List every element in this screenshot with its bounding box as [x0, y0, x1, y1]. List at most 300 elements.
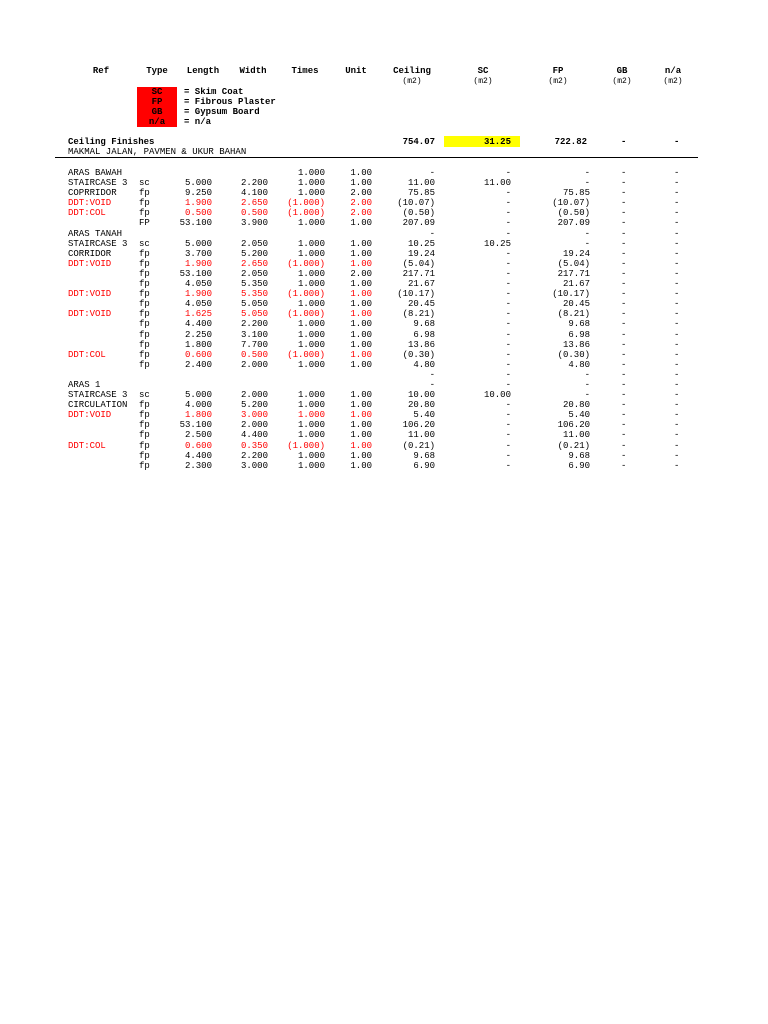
row-times: 1.000: [297, 460, 325, 471]
row-ceiling: 217.71: [402, 268, 435, 279]
row-width: 2.050: [240, 238, 268, 249]
row-times: 1.000: [297, 339, 325, 350]
row-gb: -: [621, 390, 627, 401]
row-ceiling: (0.21): [402, 440, 435, 451]
row-type: fp: [139, 299, 150, 310]
row-ceiling: (0.50): [402, 208, 435, 219]
row-width: 5.350: [240, 279, 268, 290]
row-gb: -: [621, 410, 627, 421]
row-ceiling: -: [429, 369, 435, 380]
row-fp: 5.40: [568, 410, 590, 421]
total-ceiling: 754.07: [402, 137, 435, 147]
legend-code-fp: FP: [137, 97, 177, 107]
row-type: fp: [139, 359, 150, 370]
row-length: 2.250: [184, 329, 212, 340]
row-width: 0.500: [240, 208, 268, 219]
row-sc: -: [505, 410, 511, 421]
row-sc: -: [505, 400, 511, 411]
row-fp: 21.67: [562, 279, 590, 290]
table-row: [0, 299, 768, 309]
row-width: 3.000: [240, 460, 268, 471]
row-sc: -: [505, 198, 511, 209]
row-na: -: [674, 390, 680, 401]
table-row: [0, 319, 768, 329]
row-width: 3.000: [240, 410, 268, 421]
row-fp: 4.80: [568, 359, 590, 370]
row-na: -: [674, 420, 680, 431]
table-row: [0, 249, 768, 259]
row-type: fp: [139, 248, 150, 259]
row-unit: 1.00: [350, 289, 372, 300]
row-length: 4.400: [184, 450, 212, 461]
row-na: -: [674, 228, 680, 239]
row-length: 1.900: [184, 258, 212, 269]
row-width: 5.050: [240, 299, 268, 310]
row-ref: STAIRCASE 3: [68, 178, 128, 189]
row-na: -: [674, 208, 680, 219]
total-fp: 722.82: [554, 137, 587, 147]
row-length: 0.600: [184, 349, 212, 360]
row-sc: -: [505, 369, 511, 380]
row-width: 4.100: [240, 188, 268, 199]
row-fp: 19.24: [562, 248, 590, 259]
row-times: 1.000: [297, 430, 325, 441]
row-sc: -: [505, 339, 511, 350]
row-ref: CORRIDOR: [68, 248, 112, 259]
row-ceiling: -: [429, 379, 435, 390]
row-times: 1.000: [297, 390, 325, 401]
row-gb: -: [621, 268, 627, 279]
row-sc: -: [505, 430, 511, 441]
row-width: 5.050: [240, 309, 268, 320]
row-unit: 1.00: [350, 450, 372, 461]
row-na: -: [674, 168, 680, 178]
row-ref: DDT:VOID: [68, 410, 112, 421]
row-fp: -: [584, 238, 590, 249]
row-ref: ARAS 1: [68, 379, 101, 390]
row-unit: 1.00: [350, 390, 372, 401]
table-row: [0, 441, 768, 451]
row-type: fp: [139, 198, 150, 209]
table-row: [0, 188, 768, 198]
row-sc: -: [505, 218, 511, 229]
total-gb: -: [621, 137, 627, 147]
row-fp: (0.30): [557, 349, 590, 360]
row-type: fp: [139, 319, 150, 330]
row-times: 1.000: [297, 268, 325, 279]
table-row: [0, 178, 768, 188]
row-fp: 217.71: [557, 268, 590, 279]
row-unit: 1.00: [350, 329, 372, 340]
row-na: -: [674, 309, 680, 320]
row-na: -: [674, 379, 680, 390]
row-fp: -: [584, 228, 590, 239]
row-length: 4.400: [184, 319, 212, 330]
row-type: fp: [139, 410, 150, 421]
unit-label-sc: (m2): [473, 77, 493, 86]
table-row: [0, 309, 768, 319]
row-ceiling: 5.40: [413, 410, 435, 421]
row-width: 2.200: [240, 450, 268, 461]
row-gb: -: [621, 369, 627, 380]
row-sc: -: [505, 420, 511, 431]
row-times: 1.000: [297, 279, 325, 290]
row-fp: -: [584, 369, 590, 380]
row-na: -: [674, 238, 680, 249]
col-header-sc: SC: [477, 66, 489, 76]
row-gb: -: [621, 218, 627, 229]
row-sc: -: [505, 440, 511, 451]
row-length: 9.250: [184, 188, 212, 199]
row-gb: -: [621, 379, 627, 390]
row-times: 1.000: [297, 400, 325, 411]
col-header-ceiling: Ceiling: [393, 66, 431, 76]
table-row: [0, 168, 768, 178]
row-fp: 11.00: [562, 430, 590, 441]
row-unit: 1.00: [350, 238, 372, 249]
row-ref: ARAS BAWAH: [68, 168, 123, 178]
row-ceiling: 6.90: [413, 460, 435, 471]
col-header-length: Length: [186, 66, 220, 76]
row-sc: -: [505, 208, 511, 219]
row-width: 2.650: [240, 258, 268, 269]
row-na: -: [674, 450, 680, 461]
row-sc: -: [505, 379, 511, 390]
row-times: (1.000): [287, 208, 325, 219]
row-width: 3.900: [240, 218, 268, 229]
table-row: [0, 410, 768, 420]
table-row: [0, 390, 768, 400]
row-times: 1.000: [297, 218, 325, 229]
row-ceiling: 207.09: [402, 218, 435, 229]
total-sc: 31.25: [483, 137, 511, 147]
row-gb: -: [621, 279, 627, 290]
row-times: (1.000): [287, 198, 325, 209]
row-ref: DDT:COL: [68, 349, 106, 360]
row-width: 2.650: [240, 198, 268, 209]
row-sc: -: [505, 188, 511, 199]
row-na: -: [674, 359, 680, 370]
row-width: 5.350: [240, 289, 268, 300]
row-fp: 20.45: [562, 299, 590, 310]
row-length: 4.050: [184, 279, 212, 290]
row-na: -: [674, 369, 680, 380]
row-type: fp: [139, 430, 150, 441]
project-name: MAKMAL JALAN, PAVMEN & UKUR BAHAN: [68, 147, 247, 157]
row-width: 2.000: [240, 420, 268, 431]
row-fp: 20.80: [562, 400, 590, 411]
row-sc: -: [505, 258, 511, 269]
row-times: 1.000: [297, 188, 325, 199]
row-gb: -: [621, 450, 627, 461]
row-sc: 11.00: [483, 178, 511, 189]
table-row: [0, 350, 768, 360]
row-ceiling: 106.20: [402, 420, 435, 431]
table-row: [0, 218, 768, 228]
row-fp: (10.17): [552, 289, 590, 300]
row-ref: DDT:VOID: [68, 198, 112, 209]
row-ceiling: 10.25: [407, 238, 435, 249]
legend-desc-sc: = Skim Coat: [184, 87, 244, 97]
row-type: fp: [139, 420, 150, 431]
table-row: [0, 420, 768, 430]
row-length: 53.100: [179, 268, 212, 279]
table-row: [0, 198, 768, 208]
row-length: 1.900: [184, 289, 212, 300]
row-length: 5.000: [184, 178, 212, 189]
row-sc: -: [505, 359, 511, 370]
col-header-unit: Unit: [345, 66, 367, 76]
row-length: 53.100: [179, 420, 212, 431]
row-na: -: [674, 258, 680, 269]
row-sc: -: [505, 460, 511, 471]
row-unit: 1.00: [350, 440, 372, 451]
row-unit: 1.00: [350, 359, 372, 370]
row-length: 2.500: [184, 430, 212, 441]
row-length: 53.100: [179, 218, 212, 229]
row-ceiling: 20.80: [407, 400, 435, 411]
row-na: -: [674, 329, 680, 340]
legend-desc-na: = n/a: [184, 117, 212, 127]
row-type: fp: [139, 440, 150, 451]
row-gb: -: [621, 228, 627, 239]
row-ceiling: (8.21): [402, 309, 435, 320]
col-header-fp: FP: [552, 66, 564, 76]
row-type: sc: [139, 238, 150, 249]
row-ceiling: (10.17): [397, 289, 435, 300]
row-sc: 10.00: [483, 390, 511, 401]
row-unit: 1.00: [350, 299, 372, 310]
row-type: fp: [139, 349, 150, 360]
row-sc: -: [505, 289, 511, 300]
row-type: fp: [139, 460, 150, 471]
row-length: 4.050: [184, 299, 212, 310]
row-ref: STAIRCASE 3: [68, 238, 128, 249]
row-sc: -: [505, 228, 511, 239]
row-ref: COPRRIDOR: [68, 188, 117, 199]
row-unit: 1.00: [350, 319, 372, 330]
row-length: 3.700: [184, 248, 212, 259]
row-sc: -: [505, 168, 511, 178]
row-na: -: [674, 299, 680, 310]
table-row: [0, 340, 768, 350]
row-fp: 207.09: [557, 218, 590, 229]
row-fp: (0.50): [557, 208, 590, 219]
row-fp: (0.21): [557, 440, 590, 451]
row-times: (1.000): [287, 258, 325, 269]
row-ref: DDT:VOID: [68, 289, 112, 300]
row-times: (1.000): [287, 349, 325, 360]
row-ref: DDT:VOID: [68, 309, 112, 320]
row-na: -: [674, 198, 680, 209]
row-na: -: [674, 218, 680, 229]
row-type: fp: [139, 188, 150, 199]
col-header-gb: GB: [616, 66, 628, 76]
row-width: 0.350: [240, 440, 268, 451]
measurement-table: [0, 168, 768, 471]
row-ceiling: (5.04): [402, 258, 435, 269]
row-length: 2.400: [184, 359, 212, 370]
row-na: -: [674, 400, 680, 411]
row-ceiling: -: [429, 228, 435, 239]
row-times: 1.000: [297, 178, 325, 189]
row-times: 1.000: [297, 420, 325, 431]
row-ceiling: 9.68: [413, 450, 435, 461]
row-times: (1.000): [287, 309, 325, 320]
row-type: sc: [139, 390, 150, 401]
row-width: 2.200: [240, 319, 268, 330]
row-ceiling: 11.00: [407, 430, 435, 441]
row-times: 1.000: [297, 359, 325, 370]
row-width: 5.200: [240, 400, 268, 411]
row-ceiling: 11.00: [407, 178, 435, 189]
row-width: 2.050: [240, 268, 268, 279]
row-gb: -: [621, 309, 627, 320]
row-fp: -: [584, 168, 590, 178]
row-length: 1.800: [184, 410, 212, 421]
row-length: 1.900: [184, 198, 212, 209]
row-width: 7.700: [240, 339, 268, 350]
row-na: -: [674, 279, 680, 290]
unit-label-ceiling: (m2): [402, 77, 422, 86]
row-unit: 1.00: [350, 430, 372, 441]
row-unit: 1.00: [350, 349, 372, 360]
legend-desc-fp: = Fibrous Plaster: [184, 97, 276, 107]
row-na: -: [674, 319, 680, 330]
row-fp: 6.98: [568, 329, 590, 340]
row-gb: -: [621, 188, 627, 199]
row-gb: -: [621, 198, 627, 209]
row-na: -: [674, 188, 680, 199]
row-gb: -: [621, 289, 627, 300]
row-width: 2.000: [240, 390, 268, 401]
row-ref: ARAS TANAH: [68, 228, 123, 239]
row-fp: (8.21): [557, 309, 590, 320]
row-length: 1.800: [184, 339, 212, 350]
row-times: (1.000): [287, 440, 325, 451]
row-na: -: [674, 430, 680, 441]
row-unit: 1.00: [350, 420, 372, 431]
table-row: [0, 229, 768, 239]
row-width: 4.400: [240, 430, 268, 441]
row-type: fp: [139, 258, 150, 269]
row-type: fp: [139, 400, 150, 411]
row-unit: 1.00: [350, 460, 372, 471]
row-ceiling: 75.85: [407, 188, 435, 199]
table-row: [0, 360, 768, 370]
row-unit: 1.00: [350, 279, 372, 290]
row-times: 1.000: [297, 168, 325, 178]
row-gb: -: [621, 400, 627, 411]
row-type: fp: [139, 339, 150, 350]
row-sc: -: [505, 268, 511, 279]
table-row: [0, 279, 768, 289]
legend-code-sc: SC: [137, 87, 177, 97]
row-sc: -: [505, 309, 511, 320]
row-fp: (10.07): [552, 198, 590, 209]
row-sc: -: [505, 279, 511, 290]
table-row: [0, 370, 768, 380]
unit-label-na: (m2): [663, 77, 683, 86]
row-na: -: [674, 248, 680, 259]
row-gb: -: [621, 238, 627, 249]
row-ceiling: 21.67: [407, 279, 435, 290]
row-gb: -: [621, 359, 627, 370]
row-gb: -: [621, 460, 627, 471]
row-fp: 9.68: [568, 319, 590, 330]
row-times: 1.000: [297, 248, 325, 259]
table-row: [0, 451, 768, 461]
row-sc: 10.25: [483, 238, 511, 249]
row-gb: -: [621, 329, 627, 340]
row-gb: -: [621, 420, 627, 431]
row-na: -: [674, 460, 680, 471]
col-header-type: Type: [146, 66, 168, 76]
row-na: -: [674, 410, 680, 421]
row-width: 2.000: [240, 359, 268, 370]
row-width: 2.200: [240, 178, 268, 189]
row-ceiling: 19.24: [407, 248, 435, 259]
row-ceiling: 10.00: [407, 390, 435, 401]
row-unit: 2.00: [350, 198, 372, 209]
row-length: 5.000: [184, 390, 212, 401]
row-na: -: [674, 268, 680, 279]
unit-label-fp: (m2): [548, 77, 568, 86]
row-length: 5.000: [184, 238, 212, 249]
row-unit: 1.00: [350, 339, 372, 350]
table-row: [0, 269, 768, 279]
row-unit: 2.00: [350, 208, 372, 219]
row-ceiling: 4.80: [413, 359, 435, 370]
row-type: fp: [139, 450, 150, 461]
row-type: fp: [139, 208, 150, 219]
row-ceiling: 20.45: [407, 299, 435, 310]
row-gb: -: [621, 339, 627, 350]
row-unit: 1.00: [350, 410, 372, 421]
col-header-ref: Ref: [92, 66, 110, 76]
row-sc: -: [505, 329, 511, 340]
row-ref: DDT:COL: [68, 440, 106, 451]
row-fp: -: [584, 178, 590, 189]
row-gb: -: [621, 440, 627, 451]
row-unit: 1.00: [350, 258, 372, 269]
row-na: -: [674, 178, 680, 189]
row-length: 0.600: [184, 440, 212, 451]
row-times: (1.000): [287, 289, 325, 300]
row-times: 1.000: [297, 299, 325, 310]
legend-code-gb: GB: [137, 107, 177, 117]
row-type: fp: [139, 309, 150, 320]
row-gb: -: [621, 248, 627, 259]
row-gb: -: [621, 208, 627, 219]
row-times: 1.000: [297, 238, 325, 249]
row-width: 3.100: [240, 329, 268, 340]
table-row: [0, 259, 768, 269]
row-type: fp: [139, 289, 150, 300]
row-unit: 1.00: [350, 400, 372, 411]
row-fp: (5.04): [557, 258, 590, 269]
row-unit: 2.00: [350, 188, 372, 199]
row-sc: -: [505, 299, 511, 310]
row-length: 0.500: [184, 208, 212, 219]
row-ceiling: 6.98: [413, 329, 435, 340]
row-fp: 9.68: [568, 450, 590, 461]
table-row: [0, 239, 768, 249]
row-unit: 2.00: [350, 268, 372, 279]
row-fp: 106.20: [557, 420, 590, 431]
row-na: -: [674, 349, 680, 360]
table-row: [0, 208, 768, 218]
